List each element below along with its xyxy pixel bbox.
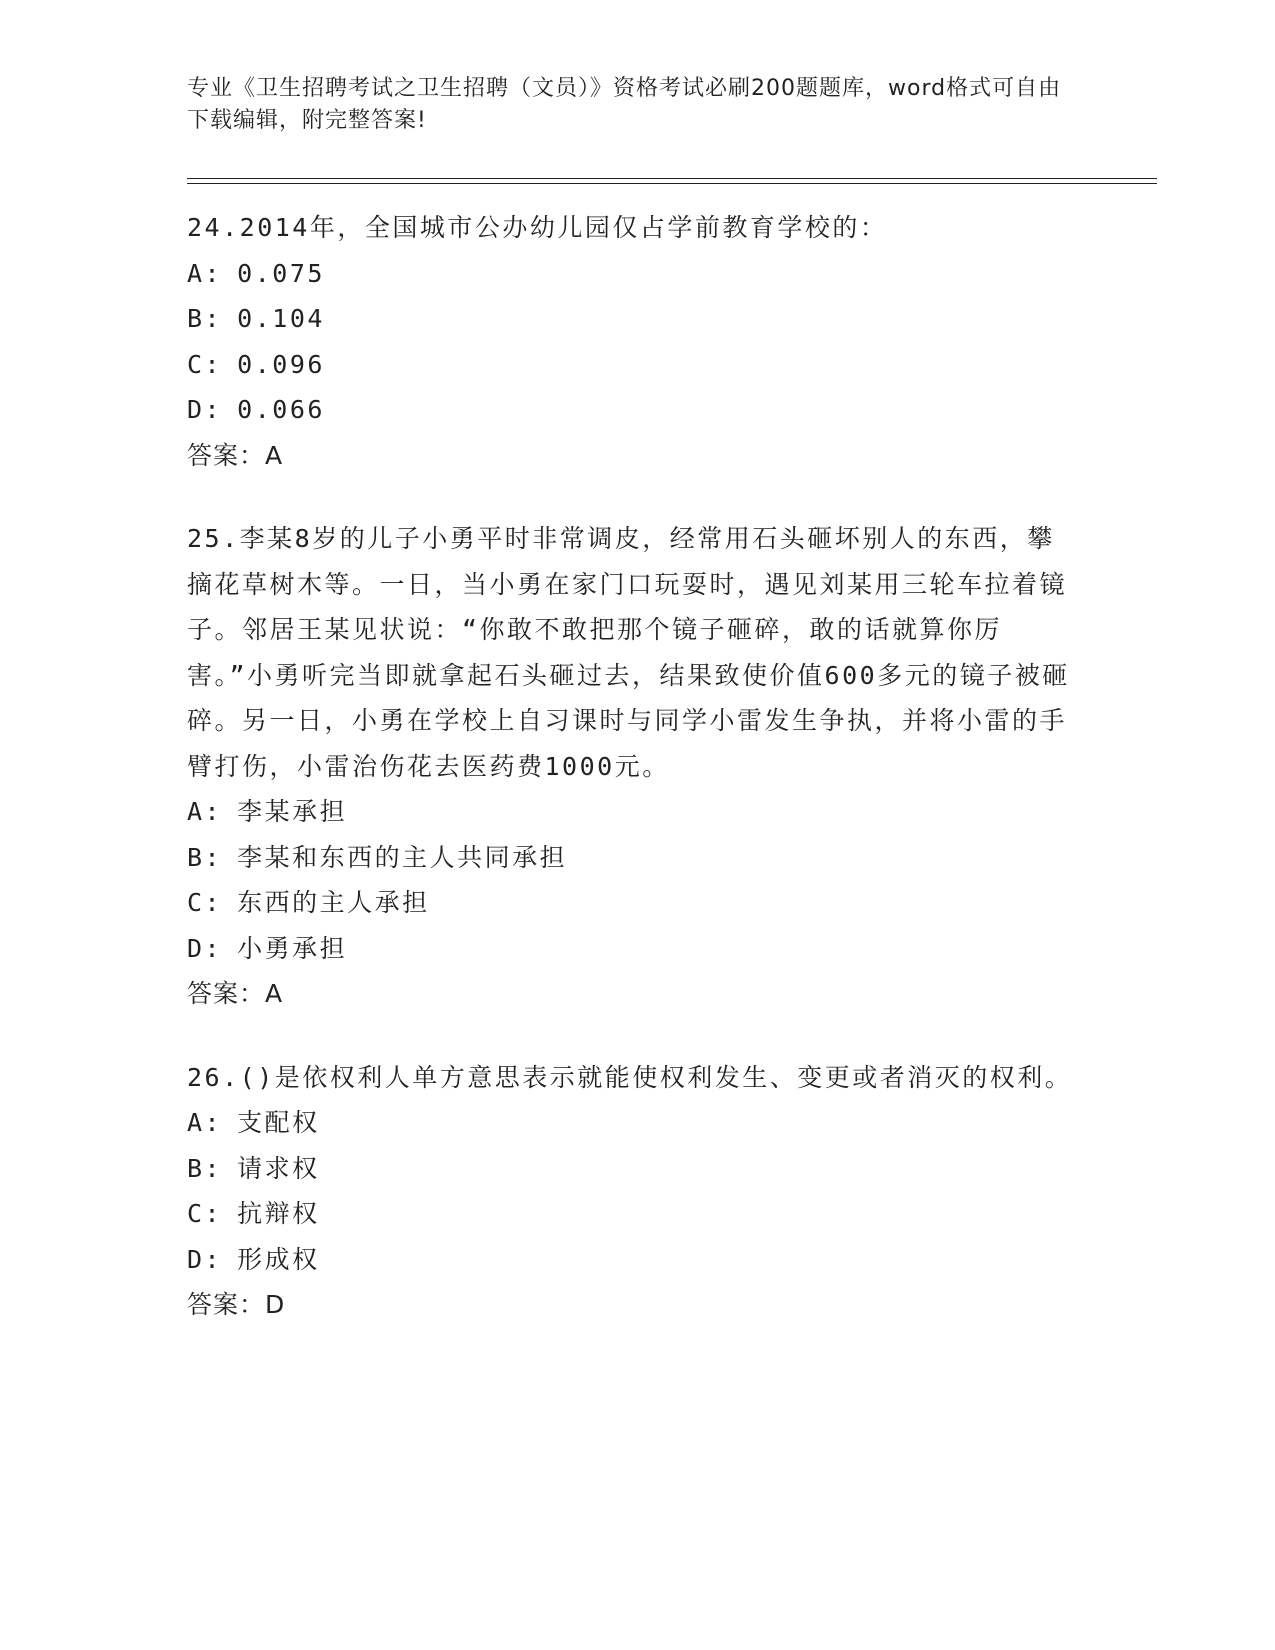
option-label: B: — [187, 1153, 223, 1183]
answer-line: 答案：A — [187, 440, 284, 470]
option-text: 请求权 — [237, 1153, 320, 1183]
option-text: 李某承担 — [237, 797, 348, 826]
option-text: 0.075 — [237, 258, 325, 288]
option-d — [187, 926, 1077, 972]
option-label: C: — [187, 888, 223, 917]
question-24 — [187, 205, 1077, 478]
option-label: D: — [187, 395, 223, 424]
option-b — [187, 835, 1077, 881]
option-label: C: — [187, 349, 223, 379]
document-header: 专业《卫生招聘考试之卫生招聘（文员）》资格考试必刷200题题库，word格式可自由下载编辑，附完整答案! — [187, 76, 1062, 133]
option-text: 东西的主人承担 — [237, 888, 430, 917]
answer-line: 答案：A — [187, 979, 284, 1008]
question-25 — [187, 516, 1077, 1017]
option-label: B: — [187, 304, 223, 333]
option-label: D: — [187, 1244, 223, 1274]
question-stem: 26.()是依权利人单方意思表示就能使权利发生、变更或者消灭的权利。 — [187, 1062, 1073, 1092]
header-divider — [187, 178, 1157, 184]
question-list — [187, 205, 1077, 1366]
question-stem: 25.李某8岁的儿子小勇平时非常调皮，经常用石头砸坏别人的东西，攀摘花草树木等。一日，当小勇在家门口玩耍时，遇见刘某用三轮车拉着镜子。邻居王某见状说：“你敢不敢把那个镜子砸碎，敢的话就算你厉害。”小勇听完当即就拿起石头砸过去，结果致使价值600多元的镜子被砸碎。另一日，小勇在学校上自习课时与同学小雷发生争执，并将小雷的手臂打伤，小雷治伤花去医药费1000元。 — [187, 524, 1070, 781]
option-d — [187, 1237, 1077, 1283]
question-26 — [187, 1055, 1077, 1328]
option-label: A: — [187, 1108, 223, 1137]
option-d — [187, 387, 1077, 433]
option-a — [187, 1100, 1077, 1146]
option-text: 0.096 — [237, 349, 325, 379]
option-c — [187, 342, 1077, 388]
option-label: D: — [187, 933, 223, 963]
option-b — [187, 296, 1077, 342]
option-text: 0.066 — [237, 395, 325, 424]
option-text: 李某和东西的主人共同承担 — [237, 842, 568, 872]
option-label: B: — [187, 842, 223, 872]
option-b — [187, 1146, 1077, 1192]
option-text: 支配权 — [237, 1108, 320, 1137]
option-a — [187, 251, 1077, 297]
option-label: A: — [187, 797, 223, 826]
option-c — [187, 1191, 1077, 1237]
option-a — [187, 789, 1077, 835]
question-stem: 24.2014年，全国城市公办幼儿园仅占学前教育学校的： — [187, 213, 888, 242]
answer-line: 答案：D — [187, 1290, 286, 1319]
option-label: A: — [187, 258, 223, 288]
option-text: 0.104 — [237, 304, 325, 333]
option-label: C: — [187, 1199, 223, 1228]
option-text: 形成权 — [237, 1244, 320, 1274]
option-c — [187, 880, 1077, 926]
option-text: 小勇承担 — [237, 933, 348, 963]
option-text: 抗辩权 — [237, 1199, 320, 1228]
